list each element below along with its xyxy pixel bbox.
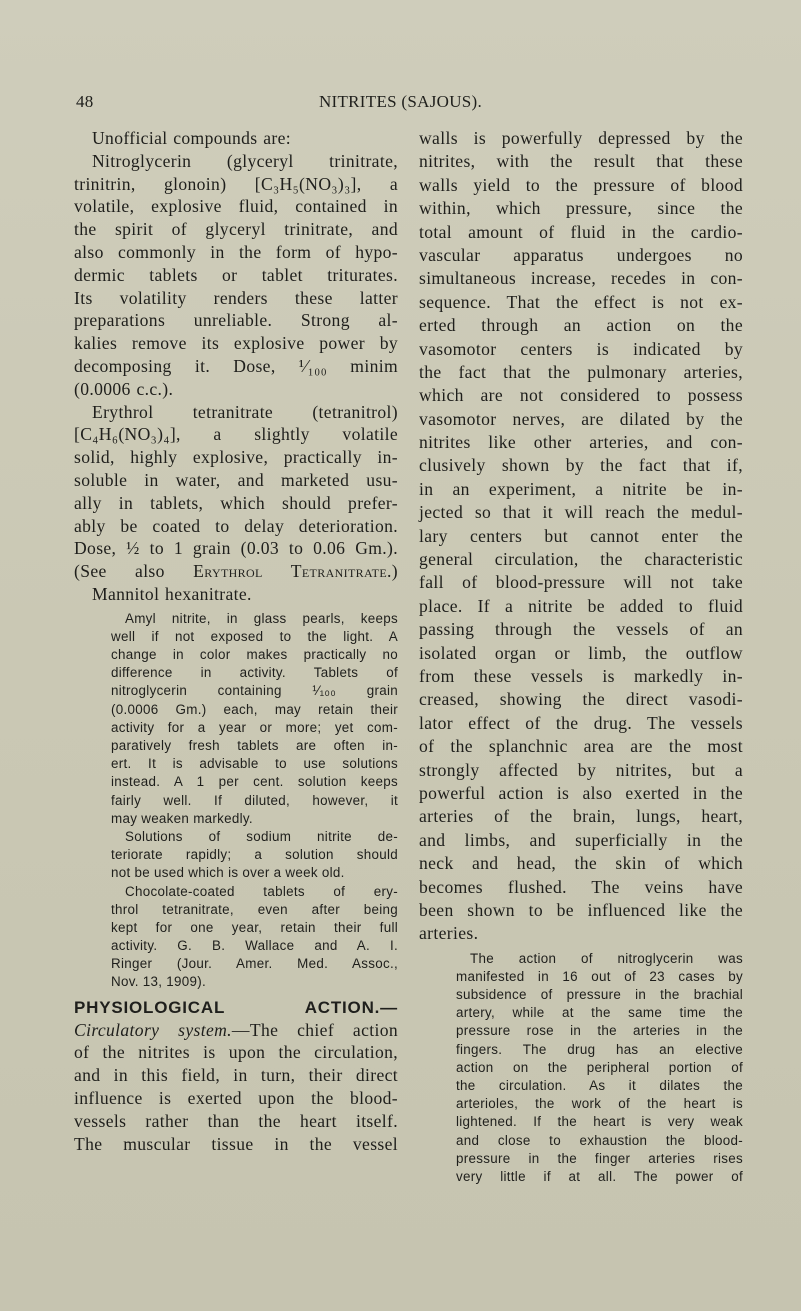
text-line: isolated organ or limb, the outflow bbox=[419, 642, 743, 663]
left-column bbox=[74, 127, 398, 1155]
small-print-block bbox=[456, 950, 743, 1186]
text-line: subsidence of pressure in the brachial bbox=[456, 987, 743, 1003]
text-line: and in this field, in turn, their direct bbox=[74, 1065, 398, 1086]
text-line: Erythrol tetranitrate (tetranitrol) bbox=[92, 401, 398, 422]
text-line: volatile, explosive fluid, contained in bbox=[74, 196, 398, 217]
text-line: walls yield to the pressure of blood bbox=[419, 174, 743, 195]
text-line: kalies remove its explosive power by bbox=[74, 333, 398, 354]
text-line: lator effect of the drug. The vessels bbox=[419, 712, 743, 733]
text-line: also commonly in the form of hypo- bbox=[74, 241, 398, 262]
text-line: well if not exposed to the light. A bbox=[111, 628, 398, 644]
text-line: Solutions of sodium nitrite de- bbox=[125, 828, 398, 844]
text-line: paratively fresh tablets are often in- bbox=[111, 738, 398, 754]
text-line: Dose, ½ to 1 grain (0.03 to 0.06 Gm.). bbox=[74, 538, 398, 559]
text-line: very little if at all. The power of bbox=[456, 1168, 743, 1184]
text-line: instead. A 1 per cent. solution keeps bbox=[111, 774, 398, 790]
small-print-block bbox=[111, 610, 398, 992]
text-line: and limbs, and superficially in the bbox=[419, 829, 743, 850]
text-line: Nitroglycerin (glyceryl trinitrate, bbox=[92, 150, 398, 171]
text-line: simultaneous increase, recedes in con- bbox=[419, 268, 743, 289]
text-line: [C₄H₆(NO₃)₄], a slightly volatile bbox=[74, 424, 398, 445]
text-line: kept for one year, retain their full bbox=[111, 919, 398, 935]
section-heading bbox=[74, 996, 398, 1019]
body-text-block bbox=[74, 127, 398, 606]
text-line: strongly affected by nitrites, but a bbox=[419, 759, 743, 780]
text-line: soluble in water, and marketed usu- bbox=[74, 469, 398, 490]
text-line: which are not considered to possess bbox=[419, 385, 743, 406]
text-segment: (See also bbox=[74, 561, 194, 582]
text-line: nitroglycerin containing ¹⁄₁₀₀ grain bbox=[111, 683, 398, 699]
text-line: manifested in 16 out of 23 cases by bbox=[456, 968, 743, 984]
text-line: passing through the vessels of an bbox=[419, 619, 743, 640]
text-line: of the nitrites is upon the circulation, bbox=[74, 1042, 398, 1063]
text-segment: ) bbox=[391, 561, 398, 582]
text-line: powerful action is also exerted in the bbox=[419, 782, 743, 803]
text-line: the fact that the pulmonary arteries, bbox=[419, 361, 743, 382]
text-line: of the splanchnic area are the most bbox=[419, 736, 743, 757]
running-title: NITRITES (SAJOUS). bbox=[318, 92, 483, 111]
text-line: fall of blood-pressure will not take bbox=[419, 572, 743, 593]
text-line: neck and head, the skin of which bbox=[419, 853, 743, 874]
text-line: sequence. That the effect is not ex- bbox=[419, 291, 743, 312]
text-line: action on the peripheral portion of bbox=[456, 1059, 743, 1075]
text-line: within, which pressure, since the bbox=[419, 198, 743, 219]
text-segment: —The chief action bbox=[231, 1019, 398, 1040]
text-line: not be used which is over a week old. bbox=[111, 865, 345, 881]
text-line: pressure in the finger arteries rises bbox=[456, 1150, 743, 1166]
text-line: nitrites, with the result that these bbox=[419, 151, 743, 172]
text-line: from these vessels is markedly in- bbox=[419, 665, 743, 686]
text-line: ally in tablets, which should prefer- bbox=[74, 492, 398, 513]
text-line: vascular apparatus undergoes no bbox=[419, 244, 743, 265]
page-number: 48 bbox=[76, 92, 94, 111]
text-line: difference in activity. Tablets of bbox=[111, 665, 398, 681]
text-line: throl tetranitrate, even after being bbox=[111, 901, 398, 917]
text-line: The muscular tissue in the vessel bbox=[74, 1133, 398, 1154]
text-line: Mannitol hexanitrate. bbox=[92, 583, 252, 604]
text-line: becomes flushed. The veins have bbox=[419, 876, 743, 897]
text-line: (0.0006 Gm.) each, may retain their bbox=[111, 701, 398, 717]
text-line: influence is exerted upon the blood- bbox=[74, 1088, 398, 1109]
text-line: artery, while at the same time the bbox=[456, 1005, 743, 1021]
text-line: Nov. 13, 1909). bbox=[111, 974, 207, 990]
text-line: vasomotor nerves, are dilated by the bbox=[419, 408, 743, 429]
text-line: Unofficial compounds are: bbox=[92, 128, 292, 148]
text-line: creased, showing the direct vasodi- bbox=[419, 689, 743, 710]
text-line: vasomotor centers is indicated by bbox=[419, 338, 743, 359]
text-line: preparations unreliable. Strong al- bbox=[74, 310, 398, 331]
text-line: trinitrin, glonoin) [C₃H₅(NO₃)₃], a bbox=[74, 173, 398, 194]
text-line: ert. It is advisable to use solutions bbox=[111, 756, 398, 772]
italic-run-in-heading: Circulatory system. bbox=[74, 1019, 232, 1040]
text-line: the spirit of glyceryl trinitrate, and bbox=[74, 219, 398, 240]
text-line bbox=[74, 1019, 398, 1042]
text-line: arterioles, the work of the heart is bbox=[456, 1096, 743, 1112]
text-line: arteries of the brain, lungs, heart, bbox=[419, 806, 743, 827]
text-line: arteries. bbox=[419, 923, 479, 944]
body-text-block bbox=[74, 1019, 398, 1156]
text-line: activity. G. B. Wallace and A. I. bbox=[111, 938, 398, 954]
text-line: and close to exhaustion the blood- bbox=[456, 1132, 743, 1148]
text-line: general circulation, the characteristic bbox=[419, 549, 743, 570]
text-line: nitrites like other arteries, and con- bbox=[419, 432, 743, 453]
text-line: Its volatility renders these latter bbox=[74, 287, 398, 308]
text-line: (0.0006 c.c.). bbox=[74, 378, 174, 399]
text-line: Ringer (Jour. Amer. Med. Assoc., bbox=[111, 956, 398, 972]
body-text-block bbox=[419, 127, 743, 946]
text-line bbox=[74, 560, 398, 583]
text-line: place. If a nitrite be added to fluid bbox=[419, 595, 743, 616]
text-line: Chocolate-coated tablets of ery- bbox=[125, 883, 398, 899]
text-line: may weaken markedly. bbox=[111, 810, 253, 826]
text-line: The action of nitroglycerin was bbox=[470, 950, 743, 966]
text-line: lightened. If the heart is very weak bbox=[456, 1114, 743, 1130]
text-line: clusively shown by the fact that if, bbox=[419, 455, 743, 476]
text-line: PHYSIOLOGICAL ACTION.— bbox=[74, 997, 398, 1017]
text-line: ably be coated to delay deterioration. bbox=[74, 515, 398, 536]
text-line: decomposing it. Dose, ¹⁄₁₀₀ minim bbox=[74, 355, 398, 376]
text-line: walls is powerfully depressed by the bbox=[419, 128, 743, 148]
text-line: erted through an action on the bbox=[419, 315, 743, 336]
text-line: activity for a year or more; yet com- bbox=[111, 719, 398, 735]
text-line: Amyl nitrite, in glass pearls, keeps bbox=[125, 610, 398, 626]
small-caps-reference: Erythrol Tetranitrate. bbox=[193, 561, 392, 582]
text-line: the circulation. As it dilates the bbox=[456, 1077, 743, 1093]
text-line: vessels rather than the heart itself. bbox=[74, 1110, 398, 1131]
text-line: total amount of fluid in the cardio- bbox=[419, 221, 743, 242]
text-line: dermic tablets or tablet triturates. bbox=[74, 264, 398, 285]
text-line: jected so that it will reach the medul- bbox=[419, 502, 743, 523]
right-column bbox=[419, 127, 743, 1190]
text-line: solid, highly explosive, practically in- bbox=[74, 447, 398, 468]
text-line: pressure rose in the arteries in the bbox=[456, 1023, 743, 1039]
text-line: lary centers but cannot enter the bbox=[419, 525, 743, 546]
text-line: in an experiment, a nitrite be in- bbox=[419, 478, 743, 499]
text-line: been shown to be influenced like the bbox=[419, 899, 743, 920]
text-line: fingers. The drug has an elective bbox=[456, 1041, 743, 1057]
text-line: fairly well. If diluted, however, it bbox=[111, 792, 398, 808]
text-line: teriorate rapidly; a solution should bbox=[111, 847, 398, 863]
text-line: change in color makes practically no bbox=[111, 647, 398, 663]
